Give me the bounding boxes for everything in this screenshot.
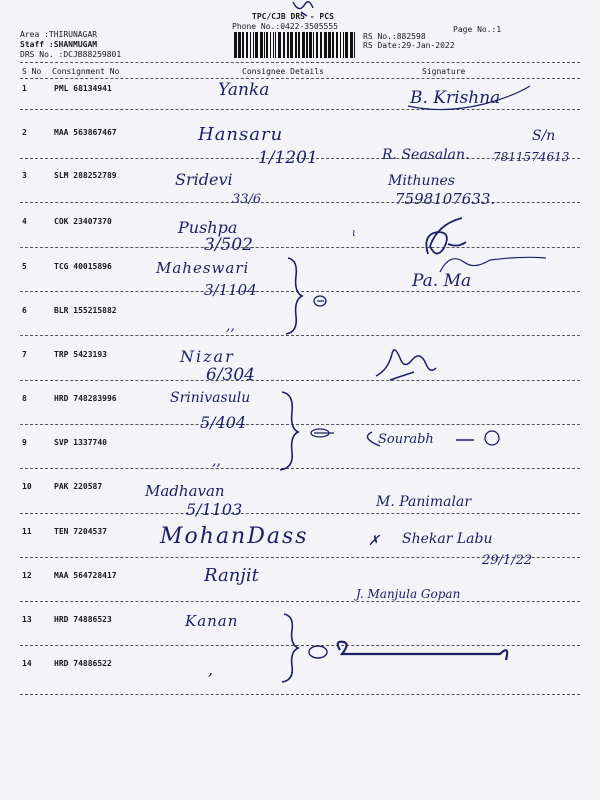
barcode-bar [270, 32, 271, 58]
barcode-bar [278, 32, 281, 58]
row-consignment-no: SLM 288252789 [54, 171, 117, 180]
row-consignment-no: COK 23407370 [54, 217, 112, 226]
barcode-bar [290, 32, 293, 58]
barcode-bar [343, 32, 344, 58]
signature-5: Pa. Ma [412, 271, 472, 291]
rs-date-line: RS Date:29-Jan-2022 [363, 41, 455, 50]
consignee-2: Hansaru [198, 124, 284, 145]
row-sno: 6 [22, 306, 27, 315]
row-separator [20, 247, 580, 248]
barcode-bar [354, 32, 355, 58]
barcode-bar [253, 32, 254, 58]
signature-3-name: Mithunes [388, 173, 455, 189]
barcode-bar [306, 32, 308, 58]
mark-8-9 [308, 425, 342, 441]
signature-5-flourish [420, 252, 550, 282]
signature-3-phone: 7598107633. [395, 190, 496, 208]
drs-no-line: DRS No. :DCJB88259801 [20, 50, 122, 59]
barcode-bar [316, 32, 318, 58]
consignee-3-flat: 33/6 [232, 192, 262, 207]
signature-1-flourish [404, 84, 534, 114]
brace-8-9 [276, 390, 306, 472]
consignee-5: Maheswari [156, 259, 250, 277]
barcode-bar [246, 32, 248, 58]
consignee-4: Pushpa [178, 218, 238, 237]
signature-12: J. Manjula Gopan [356, 587, 461, 601]
signature-10: M. Panimalar [376, 494, 472, 510]
row-sno: 3 [22, 171, 27, 180]
consignee-11: MohanDass [160, 524, 309, 549]
signature-2-phone: 7811574613 [493, 150, 570, 164]
row-sno: 5 [22, 262, 27, 271]
barcode-bar [350, 32, 353, 58]
signature-2-sln: S/n [532, 128, 556, 144]
signature-1: B. Krishna [410, 88, 501, 108]
consignee-8: Srinivasulu [170, 390, 251, 406]
row-sno: 4 [22, 217, 27, 226]
barcode-bar [324, 32, 327, 58]
row-consignment-no: HRD 74886522 [54, 659, 112, 668]
barcode-bar [295, 32, 297, 58]
consignee-8-flat: 5/404 [200, 413, 247, 432]
row-sno: 8 [22, 394, 27, 403]
consignee-10: Madhavan [145, 482, 225, 500]
row-consignment-no: TEN 7204537 [54, 527, 107, 536]
col-signature: Signature [422, 67, 466, 76]
barcode-bar [255, 32, 258, 58]
consignee-1: Yanka [218, 80, 270, 100]
barcode-bar [264, 32, 265, 58]
page-number: Page No.:1 [453, 25, 502, 34]
header-rule-top [20, 62, 580, 63]
barcode-bar [242, 32, 244, 58]
mark-5-6 [312, 293, 332, 309]
row-separator [20, 601, 580, 602]
row-separator [20, 202, 580, 203]
consignee-2-flat: 1/1201 [258, 148, 318, 168]
barcode-bar [340, 32, 341, 58]
signature-8-9: Sourabh [378, 432, 434, 447]
barcode-bar [320, 32, 322, 58]
barcode-bar [273, 32, 274, 58]
signature-11-mark: ✗ [368, 533, 380, 549]
consignee-6-ditto: ,, [226, 318, 235, 334]
consignee-7: Nizar [180, 347, 235, 366]
row-consignment-no: PML 68134941 [54, 84, 112, 93]
consignee-9-ditto: ,, [212, 453, 221, 469]
consignee-3: Sridevi [175, 170, 233, 189]
row-consignment-no: TCG 40015896 [54, 262, 112, 271]
row-sno: 10 [22, 482, 32, 491]
row-consignment-no: MAA 564728417 [54, 571, 117, 580]
row-separator [20, 694, 580, 695]
consignee-14-ditto: , [208, 660, 214, 679]
signature-11-date: 29/1/22 [482, 553, 533, 568]
phone-line: Phone No.:0422-3505555 [232, 22, 338, 31]
row-sno: 14 [22, 659, 32, 668]
consignee-5-flat: 3/1104 [204, 281, 257, 299]
document-title: TPC/CJB DRS - PCS [252, 12, 334, 21]
area-line: Area :THIRUNAGAR [20, 30, 98, 39]
barcode-bar [234, 32, 237, 58]
staff-line: Staff :SHANMUGAM [20, 40, 98, 49]
barcode-bar [328, 32, 331, 58]
signature-7-scribble [370, 340, 440, 390]
row-consignment-no: MAA 563867467 [54, 128, 117, 137]
top-ink-mark [285, 0, 325, 18]
barcode-bar [309, 32, 312, 58]
barcode-bar [250, 32, 251, 58]
signature-8-9-flourish [350, 424, 510, 454]
barcode-bar [287, 32, 289, 58]
barcode-bar [283, 32, 285, 58]
row-sno: 1 [22, 84, 27, 93]
row-consignment-no: PAK 220587 [54, 482, 103, 491]
row-sno: 2 [22, 128, 27, 137]
row-consignment-no: SVP 1337740 [54, 438, 107, 447]
row-consignment-no: TRP 5423193 [54, 350, 107, 359]
row-separator [20, 380, 580, 381]
col-consignee: Consignee Details [242, 67, 324, 76]
barcode-bar [266, 32, 268, 58]
consignee-13: Kanan [185, 612, 239, 630]
signature-11: Shekar Labu [402, 531, 493, 547]
barcode-bar [298, 32, 300, 58]
row-consignment-no: BLR 155215882 [54, 306, 117, 315]
consignee-10-flat: 5/1103 [186, 500, 243, 519]
barcode-bar [302, 32, 305, 58]
header-rule-bottom [20, 78, 580, 79]
row-sno: 13 [22, 615, 32, 624]
row-separator [20, 513, 580, 514]
row-sno: 7 [22, 350, 27, 359]
brace-5-6 [282, 256, 312, 336]
consignee-7-flat: 6/304 [206, 365, 255, 385]
row-consignment-no: HRD 74886523 [54, 615, 112, 624]
barcode-bar [260, 32, 263, 58]
barcode-bar [275, 32, 276, 58]
col-consignment: Consignment No [52, 67, 120, 76]
barcode [232, 32, 360, 60]
barcode-bar [336, 32, 338, 58]
row-sno: 11 [22, 527, 32, 536]
barcode-bar [238, 32, 241, 58]
consignee-4-flat: 3/502 [204, 235, 253, 255]
row-sno: 9 [22, 438, 27, 447]
signature-4-mark: ι [352, 228, 356, 239]
rs-no-line: RS No.:882598 [363, 32, 426, 41]
col-sno: S No [22, 67, 42, 76]
consignee-12: Ranjit [204, 565, 259, 586]
signature-13-14-scribble [300, 630, 530, 670]
row-consignment-no: HRD 748283996 [54, 394, 117, 403]
signature-2-name: R. Seasalan. [382, 147, 470, 163]
row-sno: 12 [22, 571, 32, 580]
barcode-bar [313, 32, 314, 58]
barcode-bar [345, 32, 348, 58]
barcode-bar [332, 32, 334, 58]
